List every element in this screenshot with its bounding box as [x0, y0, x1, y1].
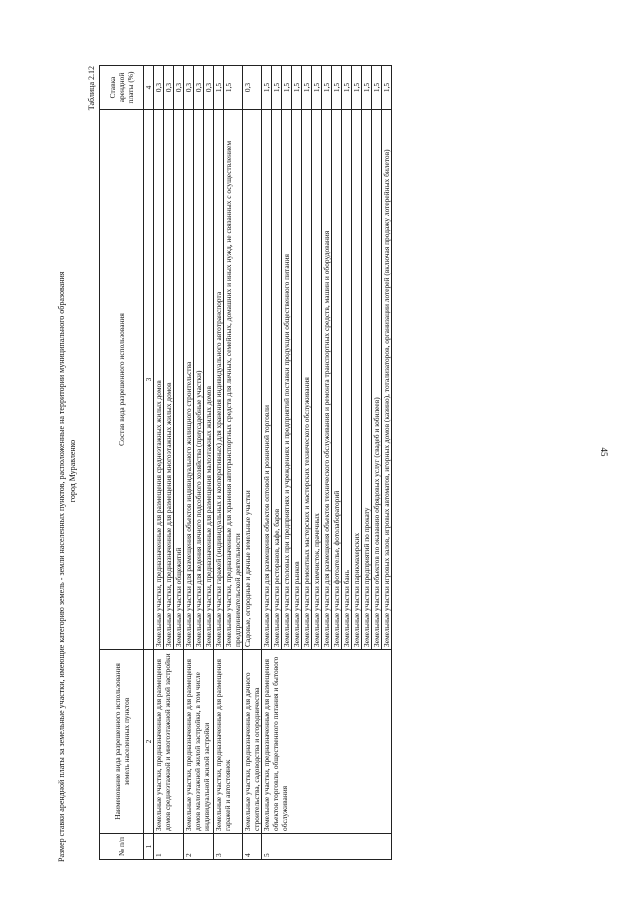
group-number-cell: 2	[184, 834, 214, 860]
composition-cell: Земельные участки, предназначенные для размещения малоэтажных жилых домов	[204, 110, 214, 650]
composition-cell: Земельные участки столовых при предприятиях и учреждениях и предприятий поставки продукции общественного питания	[282, 110, 292, 650]
composition-cell: Земельные участки для размещения объектов технического обслуживания и ремонта транспортных средств, машин и оборудования	[322, 110, 332, 650]
rate-cell: 0,3	[243, 66, 262, 110]
page-number: 45	[599, 447, 609, 457]
composition-cell: Земельные участки общежитий	[174, 110, 184, 650]
group-number-cell: 3	[214, 834, 243, 860]
group-name-cell: Земельные участки, предназначенные для размещения домов среднеэтажной и многоэтажной жилой застройки	[154, 650, 184, 834]
header-composition: Состав вида разрешенного использования	[100, 110, 144, 650]
table-body	[144, 66, 392, 860]
rate-cell: 1,5	[292, 66, 302, 110]
composition-cell: Земельные участки гаражей (индивидуальных и кооперативных) для хранения индивидуального автотранспорта	[214, 110, 224, 650]
composition-cell: Земельные участки игровых залов, игровых автоматов, игорных домов (казино), тотализаторов, организации лотерей (включая продажу лотерейных билетов)	[382, 110, 392, 650]
column-index-cell: 2	[144, 650, 154, 834]
rate-cell: 1,5	[312, 66, 322, 110]
header-no: № п/п	[100, 834, 144, 860]
rate-cell: 1,5	[332, 66, 342, 110]
rate-cell: 1,5	[362, 66, 372, 110]
rate-cell: 1,5	[382, 66, 392, 110]
group-number-cell: 4	[243, 834, 262, 860]
group-name-cell: Земельные участки, предназначенные для размещения объектов торговли, общественного питания и бытового обслуживания	[262, 650, 392, 834]
table-row	[262, 66, 272, 860]
rate-cell: 1,5	[302, 66, 312, 110]
composition-cell: Земельные участки объектов по оказанию обрядовых услуг (свадеб и юбилеев)	[372, 110, 382, 650]
group-name-cell: Земельные участки, предназначенные для дачного строительства, садоводства и огородничества	[243, 650, 262, 834]
rate-cell: 0,3	[194, 66, 204, 110]
rate-cell: 1,5	[214, 66, 224, 110]
rate-cell: 1,5	[262, 66, 272, 110]
group-name-cell: Земельные участки, предназначенные для размещения домов малоэтажной жилой застройки, в том числе индивидуальной жилой застройки	[184, 650, 214, 834]
rate-cell: 0,3	[154, 66, 164, 110]
rate-cell: 1,5	[272, 66, 282, 110]
heading-line-1: Размер ставки арендной платы за земельные участки, имеющие категорию земель - земли населенных пунктов, расположенные на территории муниципального образования	[57, 271, 66, 862]
composition-cell: Земельные участки фотоателье, фотолабораторий	[332, 110, 342, 650]
header-name: Наименование вида разрешенного использования земель населенных пунктов	[100, 650, 144, 834]
table-label: Таблица 2.12	[87, 66, 96, 111]
rate-cell: 0,3	[184, 66, 194, 110]
composition-cell: Земельные участки рынков	[292, 110, 302, 650]
group-name-cell: Земельные участки, предназначенные для размещения гаражей и автостоянок	[214, 650, 243, 834]
composition-cell: Земельные участки для размещения объектов индивидуального жилищного строительства	[184, 110, 194, 650]
composition-cell: Земельные участки парикмахерских	[352, 110, 362, 650]
rate-cell: 1,5	[342, 66, 352, 110]
rate-cell: 1,5	[322, 66, 332, 110]
composition-cell: Земельные участки, предназначенные для размещения среднеэтажных жилых домов	[154, 110, 164, 650]
rent-rate-table	[99, 65, 392, 860]
composition-cell: Садовые, огородные и дачные земельные участки	[243, 110, 262, 650]
composition-cell: Земельные участки для размещения объектов оптовой и розничной торговли	[262, 110, 272, 650]
group-number-cell: 5	[262, 834, 392, 860]
heading-line-2: город Муравленко	[67, 439, 77, 503]
rate-cell: 0,3	[174, 66, 184, 110]
group-number-cell: 1	[154, 834, 184, 860]
rate-cell: 1,5	[352, 66, 362, 110]
composition-cell: Земельные участки предприятий по прокату	[362, 110, 372, 650]
column-index-cell: 3	[144, 110, 154, 650]
composition-cell: Земельные участки бань	[342, 110, 352, 650]
rate-cell: 0,3	[204, 66, 214, 110]
composition-cell: Земельные участки ресторанов, кафе, баров	[272, 110, 282, 650]
table-row	[214, 66, 224, 860]
rotated-page-content	[15, 42, 615, 882]
document-heading	[57, 80, 78, 862]
column-index-cell: 4	[144, 66, 154, 110]
rate-cell: 1,5	[282, 66, 292, 110]
composition-cell: Земельные участки, предназначенные для хранения автотранспортных средств для личных, семейных, домашних и иных нужд, не связанных с осуществлением предпринимательской деятельности	[224, 110, 243, 650]
header-rate: Ставка арендной платы (%)	[100, 66, 144, 110]
rate-cell: 1,5	[372, 66, 382, 110]
column-index-cell: 1	[144, 834, 154, 860]
column-index-row	[144, 66, 154, 860]
table-row	[184, 66, 194, 860]
table-row	[154, 66, 164, 860]
rate-cell: 1,5	[224, 66, 243, 110]
composition-cell: Земельные участки ремонтных мастерских и мастерских технического обслуживания	[302, 110, 312, 650]
composition-cell: Земельные участки химчисток, прачечных	[312, 110, 322, 650]
rate-cell: 0,3	[164, 66, 174, 110]
table-row	[243, 66, 262, 860]
composition-cell: Земельные участки, предназначенные для размещения многоэтажных жилых домов	[164, 110, 174, 650]
table-header-row	[100, 66, 144, 860]
composition-cell: Земельные участки для ведения личного подсобного хозяйства (приусадебные участки)	[194, 110, 204, 650]
